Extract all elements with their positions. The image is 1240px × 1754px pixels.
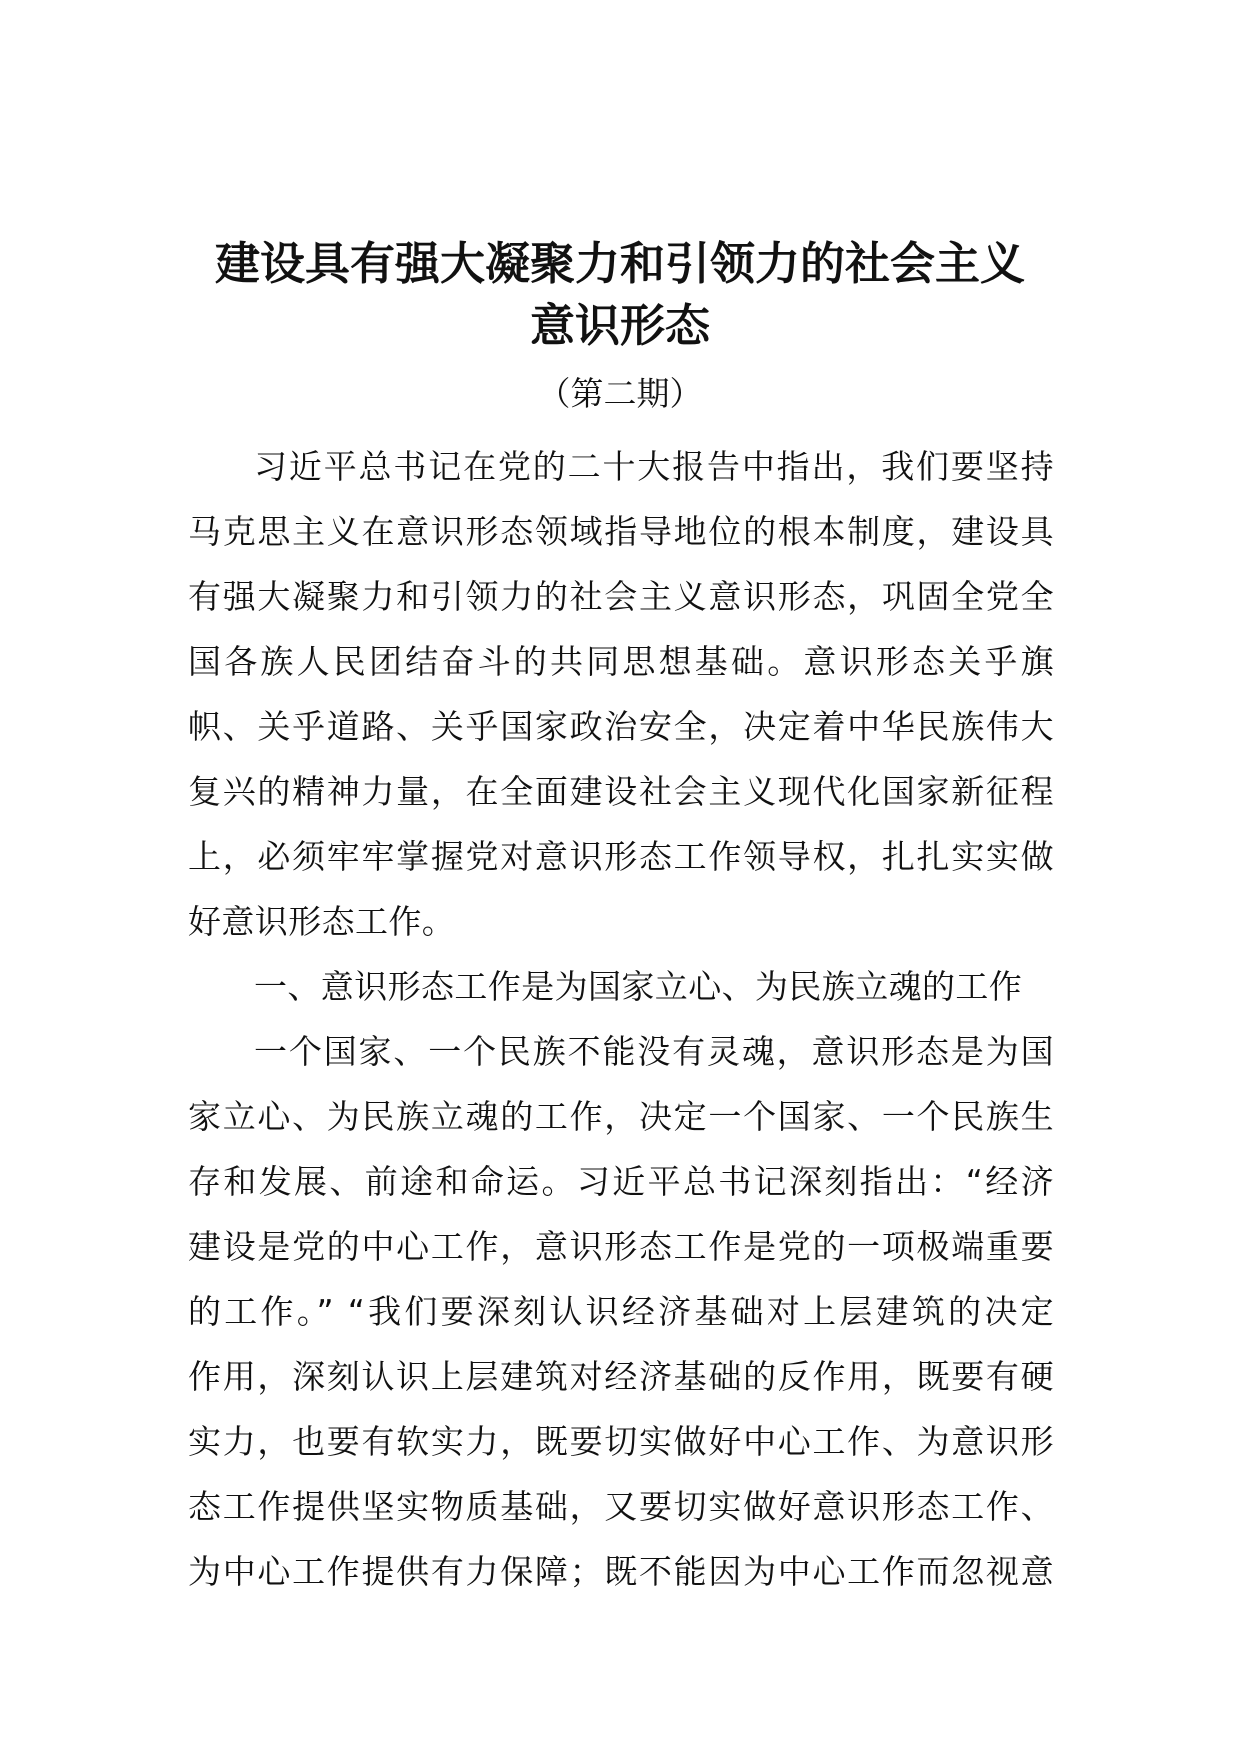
paragraph-2-line-7: 实力，也要有软实力，既要切实做好中心工作、为意识形 (188, 1422, 1054, 1461)
paragraph-2-line-4: 建设是党的中心工作，意识形态工作是党的一项极端重要 (188, 1227, 1054, 1266)
paragraph-1-line-3: 有强大凝聚力和引领力的社会主义意识形态，巩固全党全 (188, 577, 1054, 616)
document-title-line-2: 意识形态 (529, 299, 710, 352)
paragraph-2-line-2: 家立心、为民族立魂的工作，决定一个国家、一个民族生 (188, 1097, 1054, 1136)
paragraph-1-line-8: 好意识形态工作。 (188, 902, 456, 941)
paragraph-1-line-4: 国各族人民团结奋斗的共同思想基础。意识形态关乎旗 (188, 642, 1054, 681)
document-title-line-1: 建设具有强大凝聚力和引领力的社会主义 (214, 237, 1025, 290)
paragraph-2-line-3: 存和发展、前途和命运。习近平总书记深刻指出：“经济 (188, 1162, 1054, 1201)
document-body (188, 434, 1054, 1604)
paragraph-1-line-7: 上，必须牢牢掌握党对意识形态工作领导权，扎扎实实做 (188, 837, 1054, 876)
paragraph-2-line-6: 作用，深刻认识上层建筑对经济基础的反作用，既要有硬 (188, 1357, 1054, 1396)
paragraph-2-line-9: 为中心工作提供有力保障；既不能因为中心工作而忽视意 (188, 1552, 1054, 1591)
document-subtitle: （第二期） (537, 374, 703, 413)
paragraph-2-line-1: 一个国家、一个民族不能没有灵魂，意识形态是为国 (254, 1032, 1054, 1071)
paragraph-2-line-8: 态工作提供坚实物质基础，又要切实做好意识形态工作、 (188, 1487, 1054, 1526)
paragraph-1-line-1: 习近平总书记在党的二十大报告中指出，我们要坚持 (254, 447, 1054, 486)
paragraph-1-line-6: 复兴的精神力量，在全面建设社会主义现代化国家新征程 (188, 772, 1054, 811)
paragraph-2-line-5: 的工作。” “我们要深刻认识经济基础对上层建筑的决定 (188, 1292, 1054, 1331)
paragraph-1-line-2: 马克思主义在意识形态领域指导地位的根本制度，建设具 (188, 512, 1054, 551)
section-heading-1: 一、意识形态工作是为国家立心、为民族立魂的工作 (254, 967, 1023, 1006)
paragraph-1-line-5: 帜、关乎道路、关乎国家政治安全，决定着中华民族伟大 (188, 707, 1054, 746)
